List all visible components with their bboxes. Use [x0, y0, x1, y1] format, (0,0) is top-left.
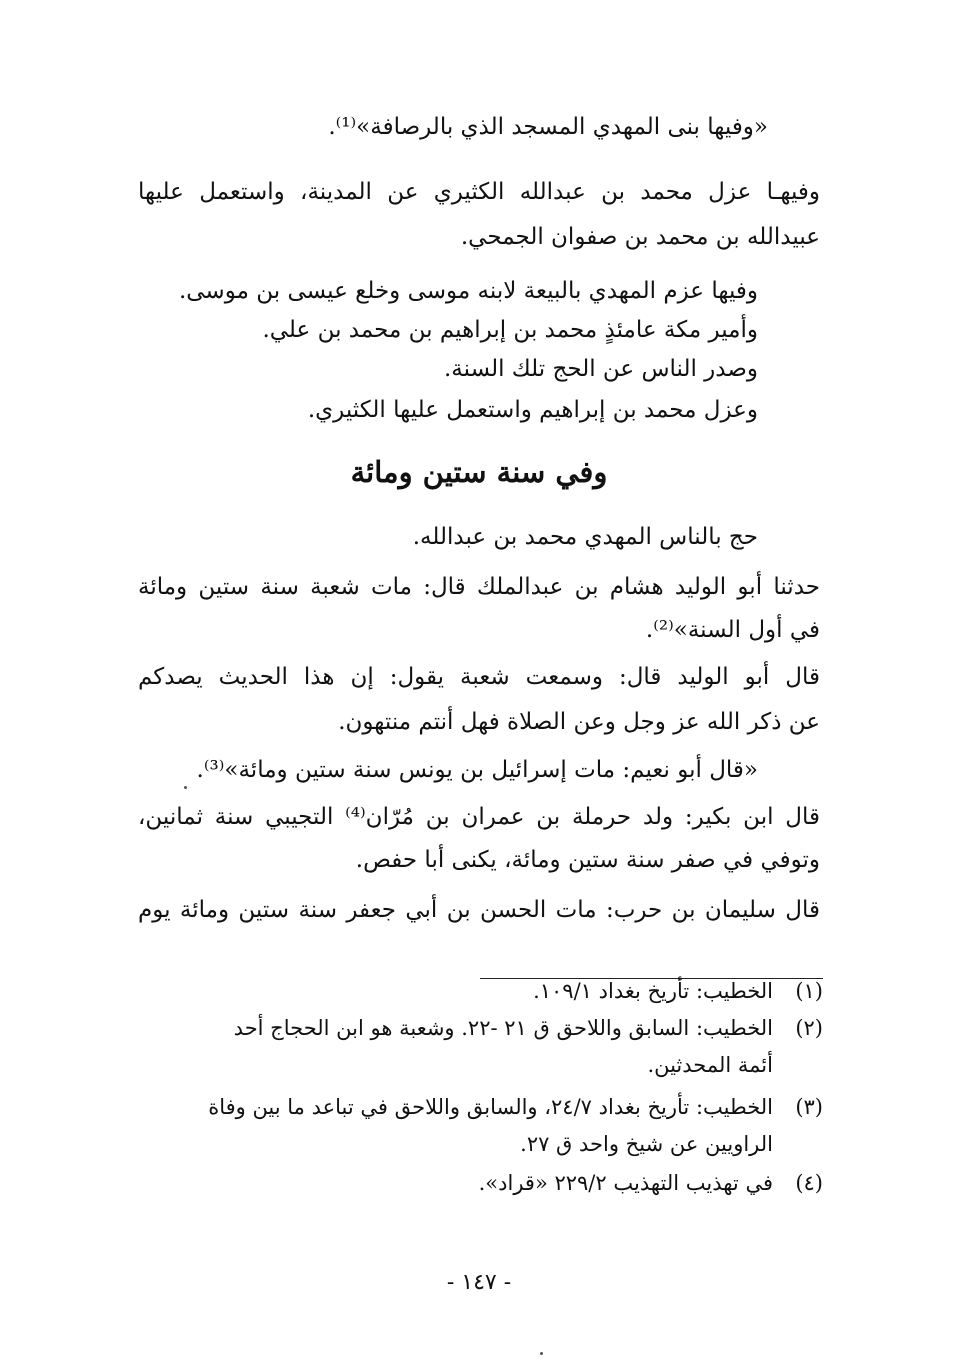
body-line-2: وفيهـا عزل محمد بن عبدالله الكثيري عن المدينة، واستعمل عليها	[138, 179, 820, 205]
body-line-6: وصدر الناس عن الحج تلك السنة.	[443, 356, 758, 382]
footnote-number-4: (٤)	[795, 1171, 823, 1195]
body-line-12: عن ذكر الله عز وجل وعن الصلاة فهل أنتم منتهون.	[338, 709, 820, 735]
footnote-number-2: (٢)	[795, 1016, 823, 1040]
section-heading: وفي سنة ستين ومائة	[350, 455, 608, 489]
scan-speck	[184, 786, 187, 789]
body-line-1: «وفيها بنى المهدي المسجد الذي بالرصافة»⁽¹⁾.	[328, 114, 768, 140]
body-line-11: قال أبو الوليد قال: وسمعت شعبة يقول: إن هذا الحديث يصدكم	[138, 664, 820, 690]
footnote-text-2b: أئمة المحدثين.	[647, 1053, 773, 1077]
body-line-13: «قال أبو نعيم: مات إسرائيل بن يونس سنة ستين ومائة»⁽³⁾.	[196, 757, 758, 783]
body-line-8: حج بالناس المهدي محمد بن عبدالله.	[412, 524, 758, 550]
footnote-text-2a: الخطيب: السابق واللاحق ق ٢١ -٢٢. وشعبة هو ابن الحجاج أحد	[233, 1016, 773, 1040]
body-line-5: وأمير مكة عامئذٍ محمد بن إبراهيم بن محمد بن علي.	[262, 317, 758, 343]
body-line-14: قال ابن بكير: ولد حرملة بن عمران بن مُرّان⁽⁴⁾ التجيبي سنة ثمانين،	[138, 804, 820, 830]
footnote-text-1: الخطيب: تأريخ بغداد ١٠٩/١.	[533, 979, 773, 1003]
footnote-text-3a: الخطيب: تأريخ بغداد ٢٤/٧، والسابق واللاحق في تباعد ما بين وفاة	[208, 1095, 773, 1119]
page-number: - ١٤٧ -	[446, 1270, 512, 1295]
body-line-3: عبيدالله بن محمد بن صفوان الجمحي.	[460, 224, 820, 250]
scan-speck	[540, 1352, 543, 1355]
body-line-10: في أول السنة»⁽²⁾.	[645, 617, 820, 643]
footnote-text-3b: الراويين عن شيخ واحد ق ٢٧.	[520, 1132, 773, 1156]
body-line-16: قال سليمان بن حرب: مات الحسن بن أبي جعفر سنة ستين ومائة يوم	[138, 897, 820, 923]
footnote-number-3: (٣)	[795, 1095, 823, 1119]
body-line-15: وتوفي في صفر سنة ستين ومائة، يكنى أبا حفص.	[355, 847, 820, 873]
footnote-number-1: (١)	[795, 979, 823, 1003]
body-line-7: وعزل محمد بن إبراهيم واستعمل عليها الكثيري.	[307, 397, 758, 423]
body-line-9: حدثنا أبو الوليد هشام بن عبدالملك قال: مات شعبة سنة ستين ومائة	[138, 574, 820, 600]
body-line-4: وفيها عزم المهدي بالبيعة لابنه موسى وخلع عيسى بن موسى.	[178, 278, 758, 304]
footnote-text-4: في تهذيب التهذيب ٢٢٩/٢ «قراد».	[478, 1171, 773, 1195]
